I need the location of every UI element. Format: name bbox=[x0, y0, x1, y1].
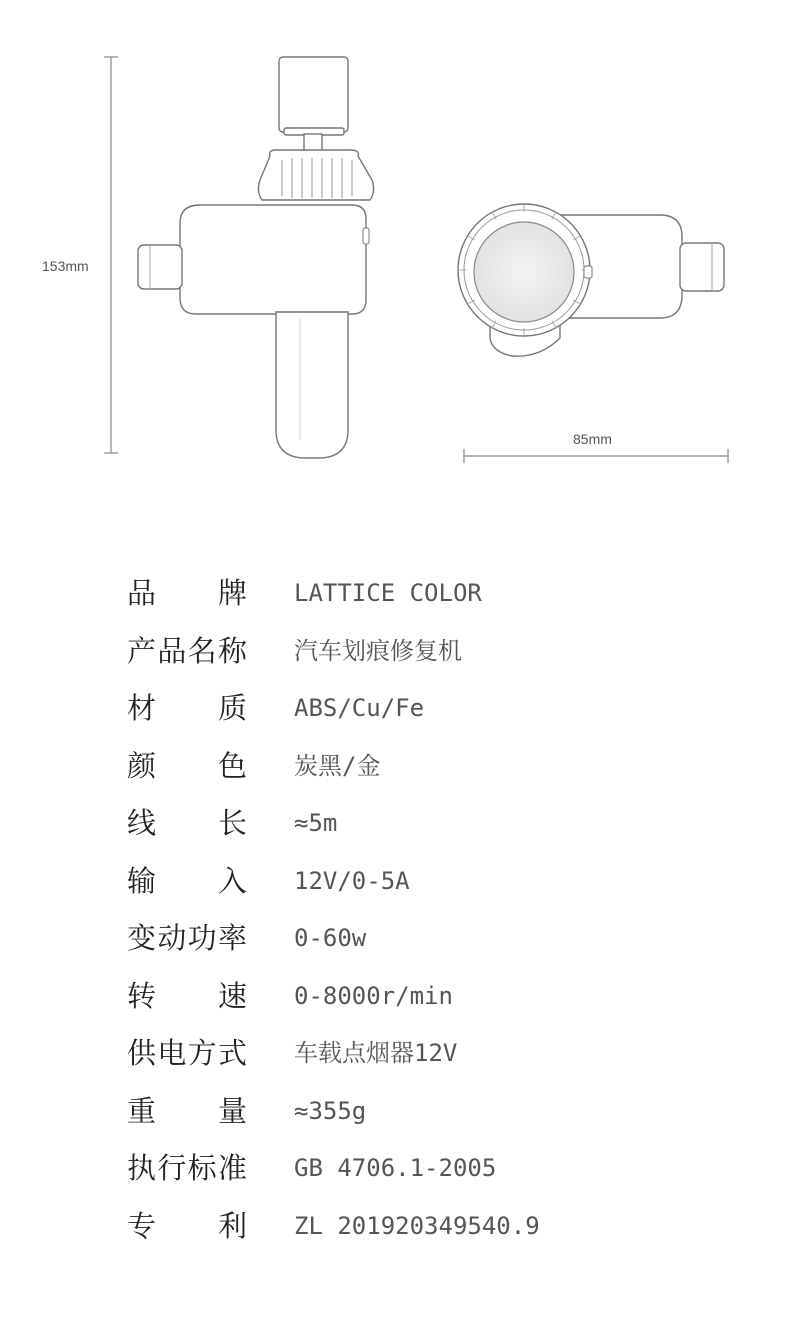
spec-label-char: 色 bbox=[217, 748, 247, 783]
spec-label-char: 量 bbox=[217, 1093, 247, 1128]
spec-label-char: 供 bbox=[127, 1036, 157, 1070]
spec-row bbox=[127, 680, 767, 738]
spec-value: ≈355g bbox=[294, 1096, 367, 1125]
spec-label-char: 品 bbox=[127, 576, 157, 610]
spec-label bbox=[127, 1150, 247, 1186]
width-dimension-label: 85mm bbox=[573, 431, 612, 447]
spec-label-char: 转 bbox=[127, 978, 157, 1013]
spec-label bbox=[127, 690, 247, 726]
spec-label-char: 入 bbox=[217, 863, 247, 898]
spec-label-char: 重 bbox=[127, 1093, 157, 1128]
spec-label-char: 方 bbox=[187, 1036, 217, 1070]
spec-row bbox=[127, 1198, 767, 1256]
spec-row bbox=[127, 968, 767, 1026]
spec-row bbox=[127, 853, 767, 911]
height-dimension-label: 153mm bbox=[42, 258, 89, 274]
spec-value: 0-8000r/min bbox=[294, 981, 453, 1010]
spec-label-char: 输 bbox=[127, 863, 157, 898]
spec-row bbox=[127, 1025, 767, 1083]
spec-label-char: 利 bbox=[217, 1208, 247, 1243]
spec-value: ABS/Cu/Fe bbox=[294, 694, 425, 722]
spec-row bbox=[127, 795, 767, 853]
spec-value: 0-60w bbox=[294, 924, 367, 952]
spec-label-char: 长 bbox=[217, 806, 247, 840]
spec-label-char: 称 bbox=[217, 633, 247, 668]
spec-label-char: 变 bbox=[127, 921, 157, 955]
spec-label-char: 执 bbox=[127, 1151, 157, 1185]
spec-label-char: 速 bbox=[217, 978, 247, 1013]
spec-value: 汽车划痕修复机 bbox=[294, 636, 462, 665]
device-front-view bbox=[458, 204, 724, 356]
spec-label-char: 名 bbox=[187, 633, 217, 668]
spec-label bbox=[127, 1208, 247, 1244]
spec-label-char: 准 bbox=[217, 1151, 247, 1185]
spec-label-char: 质 bbox=[217, 691, 247, 725]
specification-table bbox=[127, 565, 767, 1255]
spec-value: 车载点烟器12V bbox=[294, 1039, 458, 1067]
spec-value: LATTICE COLOR bbox=[294, 579, 482, 607]
spec-label-char: 标 bbox=[187, 1151, 217, 1185]
spec-label bbox=[127, 978, 247, 1014]
spec-label bbox=[127, 1093, 247, 1129]
device-side-view bbox=[138, 57, 374, 458]
width-dimension-line bbox=[464, 449, 728, 463]
height-dimension-line bbox=[104, 57, 118, 453]
spec-label bbox=[127, 863, 247, 899]
spec-label-char: 牌 bbox=[217, 576, 247, 610]
spec-label bbox=[127, 748, 247, 784]
spec-value: 12V/0-5A bbox=[294, 866, 410, 895]
spec-label-char: 品 bbox=[157, 633, 187, 668]
spec-value: ≈5m bbox=[294, 809, 338, 837]
spec-value: GB 4706.1-2005 bbox=[294, 1154, 497, 1182]
spec-label-char: 行 bbox=[157, 1151, 187, 1185]
spec-value: 炭黑/金 bbox=[294, 751, 381, 780]
spec-label-char: 功 bbox=[187, 921, 217, 955]
spec-label bbox=[127, 920, 247, 956]
spec-row bbox=[127, 1083, 767, 1141]
spec-value: ZL 201920349540.9 bbox=[294, 1211, 540, 1240]
spec-label-char: 线 bbox=[127, 806, 157, 840]
spec-row bbox=[127, 623, 767, 681]
spec-row bbox=[127, 738, 767, 796]
spec-label-char: 动 bbox=[157, 921, 187, 955]
spec-label-char: 材 bbox=[127, 691, 157, 725]
spec-label-char: 率 bbox=[217, 921, 247, 955]
spec-row bbox=[127, 910, 767, 968]
product-dimension-diagram bbox=[0, 0, 800, 500]
spec-row bbox=[127, 1140, 767, 1198]
spec-label-char: 产 bbox=[127, 633, 157, 668]
spec-label bbox=[127, 575, 247, 611]
spec-label-char: 专 bbox=[127, 1208, 157, 1243]
spec-label-char: 颜 bbox=[127, 748, 157, 783]
spec-label bbox=[127, 805, 247, 841]
spec-label bbox=[127, 633, 247, 669]
spec-label bbox=[127, 1035, 247, 1071]
spec-label-char: 电 bbox=[157, 1036, 187, 1070]
spec-label-char: 式 bbox=[217, 1036, 247, 1070]
spec-row bbox=[127, 565, 767, 623]
